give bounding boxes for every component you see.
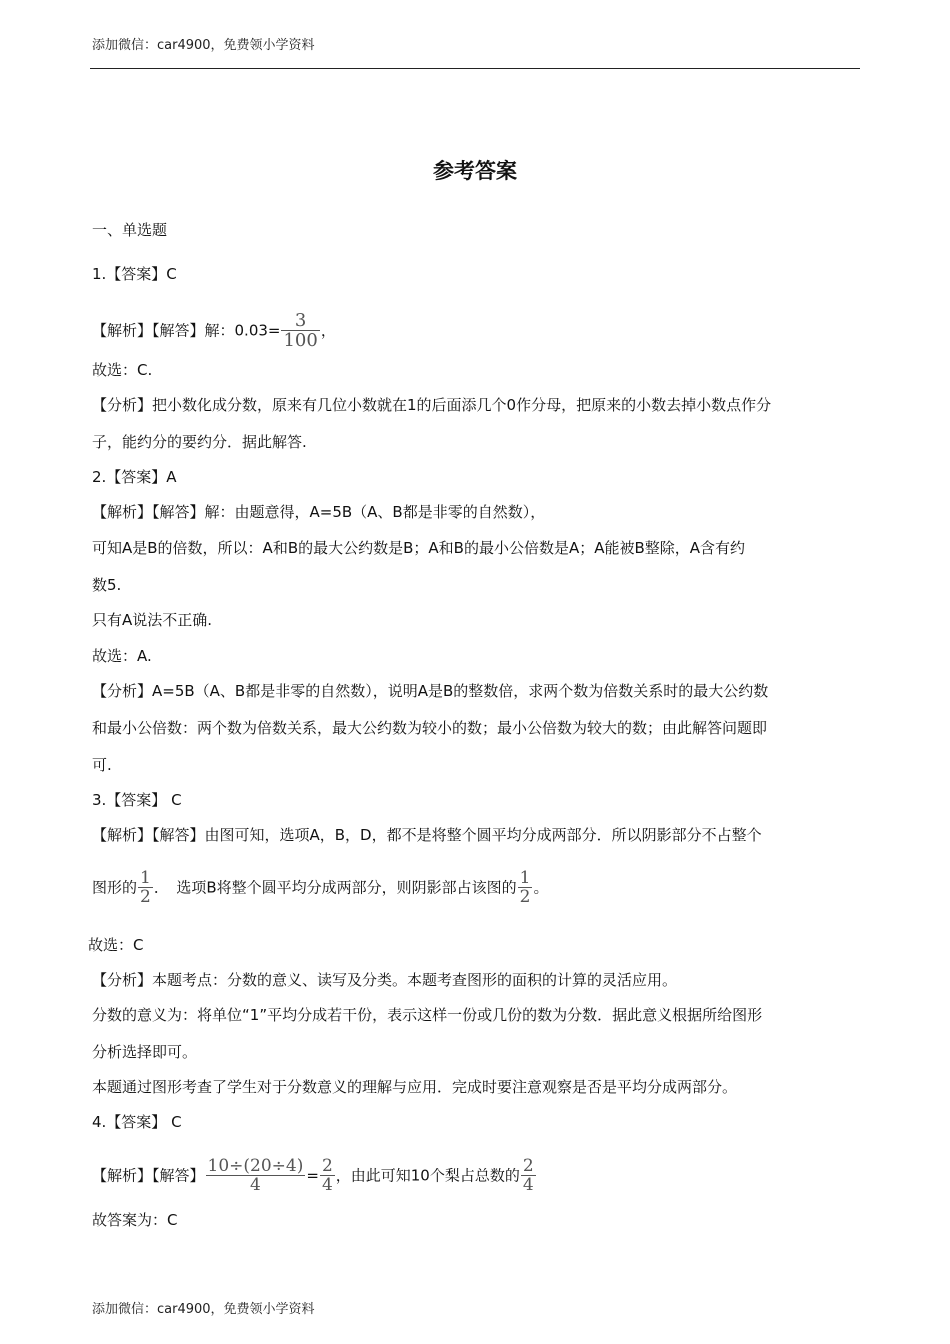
page-title: 参考答案 [433, 159, 517, 183]
q1-analysis [92, 312, 336, 350]
q2-note-line3: 可. [92, 756, 112, 774]
q3-note-line3: 分析选择即可。 [92, 1043, 198, 1061]
q1-choice: 故选：C. [92, 361, 153, 379]
q4-choice: 故答案为：C [92, 1211, 178, 1229]
q1-fraction-denominator: 100 [283, 330, 318, 351]
q4-fraction-denominator: 4 [321, 1175, 333, 1195]
q4-analysis [92, 1158, 537, 1194]
q1-note-line2: 子，能约分的要约分．据此解答. [92, 433, 307, 451]
q3-line2-end: 。 [533, 878, 549, 897]
q3-line2-start: 图形的 [92, 878, 138, 897]
header-divider [90, 68, 860, 69]
q2-line1: 【解析】【解答】解：由题意得，A=5B（A、B都是非零的自然数）， [92, 503, 546, 521]
q4-answer: 4.【答案】 C [92, 1113, 182, 1131]
page-footer: 添加微信：car4900，免费领小学资料 [92, 1302, 315, 1317]
q2-answer: 2.【答案】A [92, 468, 177, 486]
q3-answer: 3.【答案】 C [92, 791, 182, 809]
q2-note-line2: 和最小公倍数：两个数为倍数关系，最大公约数为较小的数；最小公倍数为较大的数；由此解答问题即 [92, 719, 768, 737]
q3-note-line2: 分数的意义为：将单位“1”平均分成若干份，表示这样一份或几份的数为分数．据此意义根据所给图形 [92, 1006, 763, 1024]
q4-expression-denominator: 4 [206, 1175, 306, 1194]
q3-fraction-denominator: 2 [519, 887, 531, 907]
q1-fraction [281, 312, 319, 350]
q2-line2: 可知A是B的倍数，所以：A和B的最大公约数是B；A和B的最小公倍数是A；A能被B整除，A含有约 [92, 539, 746, 557]
page-header: 添加微信：car4900，免费领小学资料 [92, 38, 315, 53]
q3-fraction-numerator: 1 [519, 868, 531, 888]
q4-fraction-2 [521, 1158, 536, 1194]
q4-expression [206, 1158, 306, 1194]
q3-line2 [92, 870, 548, 906]
q3-choice: 故选：C [88, 936, 144, 954]
q4-equals: = [306, 1166, 319, 1185]
q4-analysis-prefix: 【解析】【解答】 [92, 1166, 205, 1185]
q4-expression-numerator: 10÷(20÷4) [207, 1156, 304, 1176]
q4-fraction-numerator: 2 [522, 1156, 534, 1176]
q2-line4: 只有A说法不正确. [92, 611, 213, 629]
q2-choice: 故选：A. [92, 647, 152, 665]
q4-fraction [320, 1158, 335, 1194]
q3-note-line4: 本题通过图形考查了学生对于分数意义的理解与应用．完成时要注意观察是否是平均分成两部分。 [92, 1078, 738, 1096]
q3-fraction-numerator: 1 [140, 868, 151, 888]
q2-note-line1: 【分析】A=5B（A、B都是非零的自然数），说明A是B的整数倍，求两个数为倍数关系时的最大公约数 [92, 682, 769, 700]
q3-fraction-half [138, 870, 153, 906]
q4-mid-text: ，由此可知10个梨占总数的 [335, 1166, 520, 1185]
q3-line1: 【解析】【解答】由图可知，选项A，B，D，都不是将整个圆平均分成两部分．所以阴影部分不占整个 [92, 826, 762, 844]
q1-analysis-suffix: ， [320, 321, 336, 340]
q1-fraction-numerator: 3 [294, 310, 307, 331]
q4-fraction-denominator: 4 [522, 1175, 534, 1195]
q1-answer: 1.【答案】C [92, 265, 177, 283]
q2-line3: 数5. [92, 576, 122, 594]
q4-fraction-numerator: 2 [321, 1156, 333, 1176]
section-heading: 一、单选题 [92, 221, 168, 239]
q3-line2-middle: ． 选项B将整个圆平均分成两部分，则阴影部占该图的 [153, 878, 517, 897]
q1-analysis-prefix: 【解析】【解答】解：0.03= [92, 321, 281, 340]
q3-note-line1: 【分析】本题考点：分数的意义、读写及分类。本题考查图形的面积的计算的灵活应用。 [92, 971, 678, 989]
q3-fraction-half-2 [518, 870, 533, 906]
q1-note-line1: 【分析】把小数化成分数，原来有几位小数就在1的后面添几个0作分母，把原来的小数去掉小数点作分 [92, 396, 772, 414]
q3-fraction-denominator: 2 [140, 887, 151, 907]
